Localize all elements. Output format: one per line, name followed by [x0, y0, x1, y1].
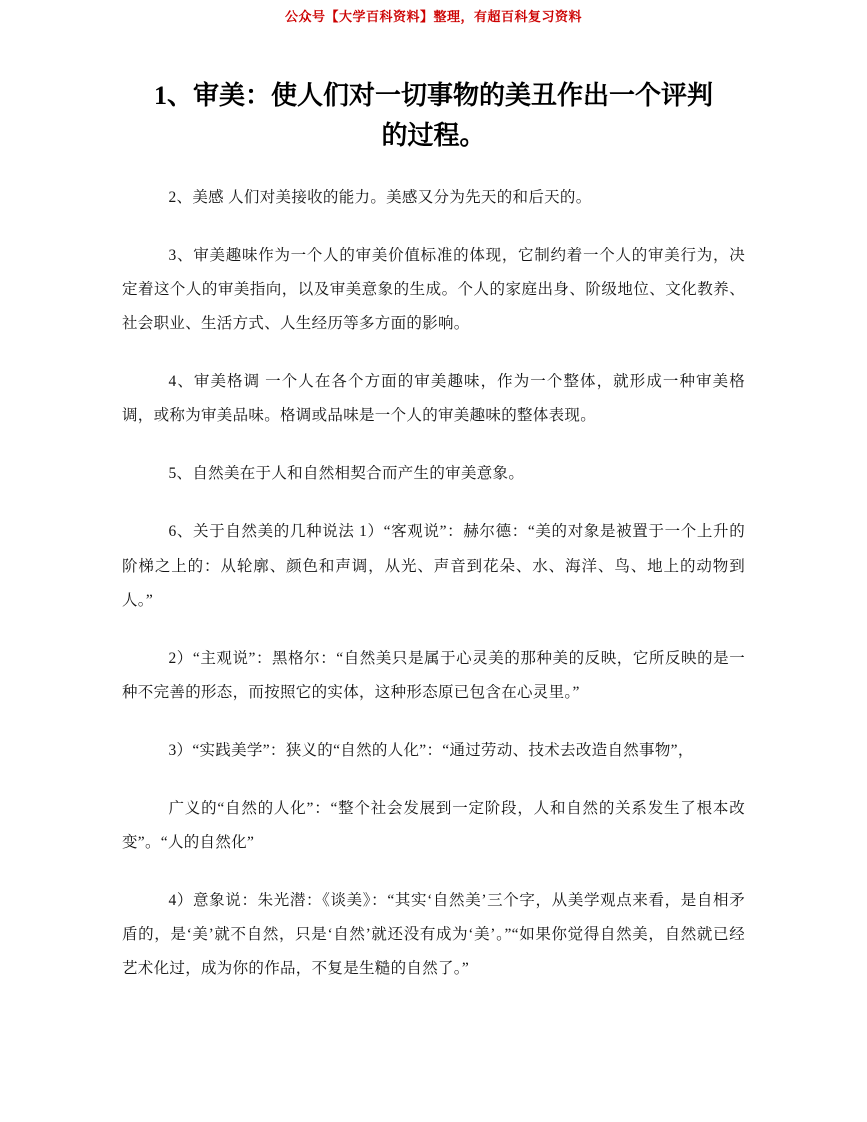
document-title — [122, 76, 745, 157]
paragraph-1: 2、美感 人们对美接收的能力。美感又分为先天的和后天的。 — [168, 188, 592, 206]
paragraph-4: 5、自然美在于人和自然相契合而产生的审美意象。 — [168, 465, 525, 483]
paragraph-2: 3、审美趣味作为一个人的审美价值标准的体现，它制约着一个人的审美行为，决定着这个人的审美指向，以及审美意象的生成。个人的家庭出身、阶级地位、文化教养、社会职业、生活方式、人生经历等多方面的影响。 — [122, 246, 745, 333]
paragraph-6: 2）“主观说”：黑格尔：“自然美只是属于心灵美的那种美的反映，它所反映的是一种不完善的形态，而按照它的实体，这种形态原已包含在心灵里。” — [122, 649, 745, 701]
paragraph-5: 6、关于自然美的几种说法 1）“客观说”：赫尔德：“美的对象是被置于一个上升的阶梯之上的：从轮廓、颜色和声调，从光、声音到花朵、水、海洋、鸟、地上的动物到人。” — [122, 523, 745, 609]
paragraph-9: 4）意象说：朱光潜：《谈美》：“其实‘自然美’三个字，从美学观点来看，是自相矛盾的，是‘美’就不自然，只是‘自然’就还没有成为‘美’。”“如果你觉得自然美，自然就已经艺术化过，成为你的作品，不复是生糙的自然了。” — [122, 892, 745, 978]
paragraph-7: 3）“实践美学”：狭义的“自然的人化”：“通过劳动、技术去改造自然事物”， — [168, 741, 694, 759]
paragraph-3: 4、审美格调 一个人在各个方面的审美趣味，作为一个整体，就形成一种审美格调，或称为审美品味。格调或品味是一个人的审美趣味的整体表现。 — [122, 373, 745, 425]
document-title-line-2: 的过程。 — [381, 121, 486, 151]
document-title-line-1: 1、审美：使人们对一切事物的美丑作出一个评判 — [153, 81, 713, 111]
header-watermark: 公众号【大学百科资料】整理，有超百科复习资料 — [284, 9, 582, 24]
paragraph-8: 广义的“自然的人化”：“整个社会发展到一定阶段，人和自然的关系发生了根本改变”。“人的自然化” — [122, 800, 745, 852]
